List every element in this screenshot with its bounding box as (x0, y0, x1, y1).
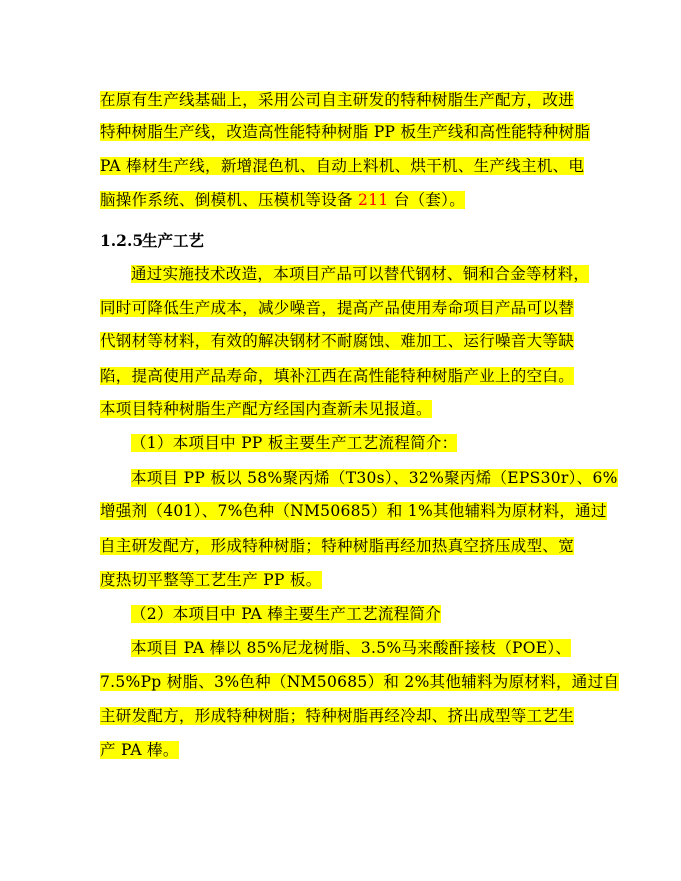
para2-line1: 通过实施技术改造，本项目产品可以替代钢材、铜和合金等材料， (131, 265, 590, 283)
para2-line5: 本项目特种树脂生产配方经国内查新未见报道。 (100, 400, 432, 418)
para1-line1: 在原有生产线基础上，采用公司自主研发的特种树脂生产配方，改进 (100, 91, 575, 109)
item2-line3: 主研发配方，形成特种树脂；特种树脂再经冷却、挤出成型等工艺生 (100, 707, 575, 725)
item2-line4: 产 PA 棒。 (100, 741, 179, 759)
para1-line3: PA 棒材生产线，新增混色机、自动上料机、烘干机、生产线主机、电 (100, 157, 585, 175)
equipment-count: 211 (358, 191, 389, 209)
item2-line1: 本项目 PA 棒以 85%尼龙树脂、3.5%马来酸酐接枝（POE）、 (131, 639, 572, 657)
item2-line2: 7.5%Pp 树脂、3%色种（NM50685）和 2%其他辅料为原材料，通过自 (100, 673, 620, 691)
item1-title: （1）本项目中 PP 板主要生产工艺流程简介： (131, 434, 458, 452)
section-title: 生产工艺 (142, 231, 205, 250)
para2-line3: 代钢材等材料，有效的解决钢材不耐腐蚀、难加工、运行噪音大等缺 (100, 332, 575, 350)
item1-line4: 度热切平整等工艺生产 PP 板。 (100, 571, 322, 589)
para2-line4: 陷，提高使用产品寿命，填补江西在高性能特种树脂产业上的空白。 (100, 367, 575, 385)
para1-line4: 脑操作系统、倒模机、压模机等设备 211 台（套）。 (100, 191, 466, 209)
item1-line1: 本项目 PP 板以 58%聚丙烯（T30s）、32%聚丙烯（EPS30r）、6% (131, 469, 618, 487)
item2-title: （2）本项目中 PA 棒主要生产工艺流程简介 (131, 605, 442, 623)
section-heading (100, 229, 204, 251)
item1-line2: 增强剂（401）、7%色种（NM50685）和 1%其他辅料为原材料，通过 (100, 502, 607, 520)
para1-line2: 特种树脂生产线，改造高性能特种树脂 PP 板生产线和高性能特种树脂 (100, 123, 591, 141)
para2-line2: 同时可降低生产成本，减少噪音，提高产品使用寿命项目产品可以替 (100, 299, 575, 317)
item1-line3: 自主研发配方，形成特种树脂；特种树脂再经加热真空挤压成型、宽 (100, 537, 575, 555)
section-number: 1.2.5 (100, 231, 144, 250)
